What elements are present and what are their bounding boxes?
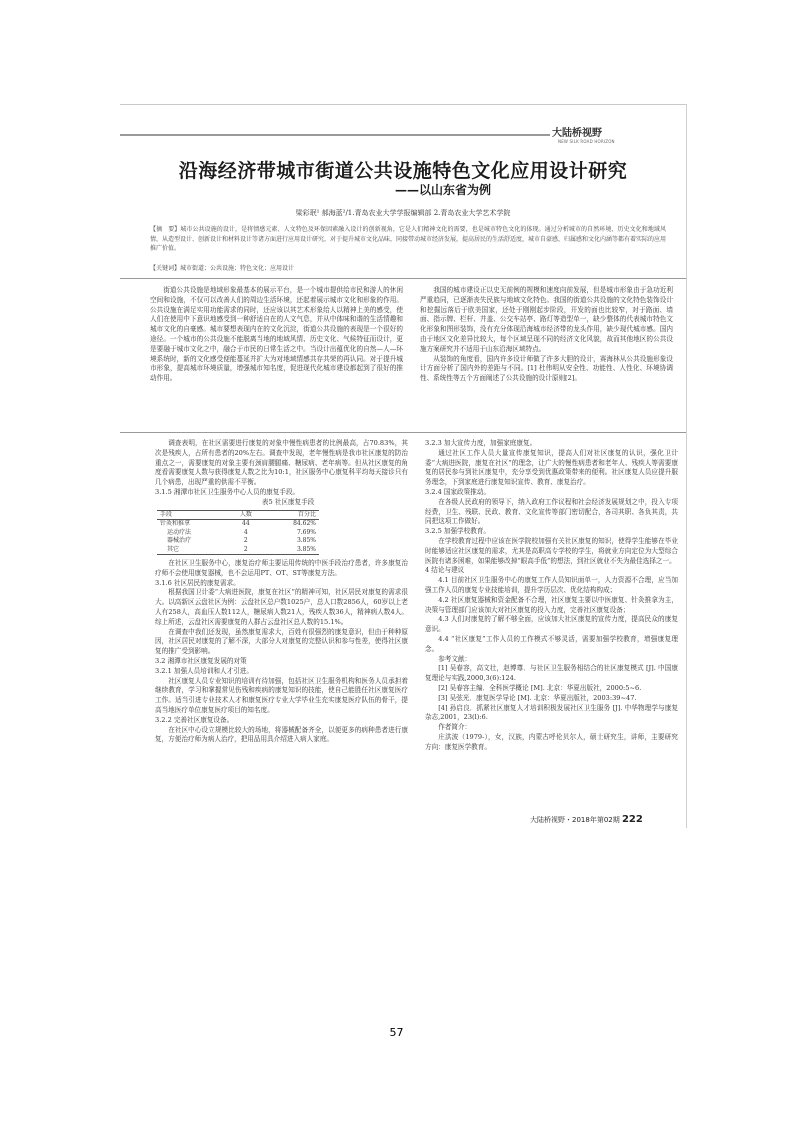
table-cell: 3.85% xyxy=(263,546,319,555)
table-header-cell: 人数 xyxy=(228,510,263,520)
header-rule xyxy=(120,134,550,136)
keywords xyxy=(150,263,666,272)
section-heading: 3.2.2 完善社区康复设备。 xyxy=(155,715,234,724)
body-paragraph: 作者简介： xyxy=(438,723,472,732)
table-row xyxy=(157,520,319,529)
rehab-methods-table xyxy=(157,510,319,556)
body-paragraph: 4.2 社区康复器械和资金配备不合理，社区康复主要以中医康复、针灸推拿为主，决策与管理部门应该加大对社区康复的投入力度，完善社区康复设备； xyxy=(425,595,678,614)
body-paragraph: [4] 孙启良．抓紧社区康复人才培训积极发展社区卫生服务 [J]. 中华物理学与康复杂志,2001，23(l):6. xyxy=(425,703,678,722)
body-paragraph: [3] 吴弦光．康复医学导论 [M]. 北京：华夏出版社，2003:39~47. xyxy=(438,693,637,702)
section-heading: 3.2.1 加强人员培训和人才引进。 xyxy=(155,666,253,675)
table-row xyxy=(157,537,319,546)
table-cell: 3.85% xyxy=(296,537,316,545)
abstract-divider xyxy=(120,278,686,279)
body-paragraph: 根据我国卫计委“大病进医院，康复在社区”的精神可知，社区居民对康复的需求很大。以高新区云盘社区为例：云盘社区总户数1025户，总人口数2856人，60岁以上老人有258人，高血压人数112人，糖尿病人数21人，残疾人数36人，精神病人数4人。综上所述，云盘社区需要康复的人群占云盘社区总人数的15.1%。 xyxy=(155,588,408,626)
section-heading: 3.2.5 加强学校教育。 xyxy=(425,527,491,536)
section-heading: 3.2.4 国家政策推动。 xyxy=(425,487,491,496)
section-divider xyxy=(120,432,686,433)
page-right-edge xyxy=(686,104,687,828)
body-paragraph: 在社区中心设立规模比较大的场地，将器械配备齐全，以便更多的病种患者进行康复，方便治疗师为病人治疗，把用品用具介绍进入病人家庭。 xyxy=(155,725,408,744)
page-top-edge xyxy=(120,104,686,105)
body-paragraph: 4.4 “社区康复”工作人员的工作模式不够灵活，需要加强学校教育，增强康复理念。 xyxy=(425,634,678,653)
body-paragraph: 在调查中我们还发现，虽然康复需求大，百姓有很强烈的康复意识，但由于种种原因，社区居民对康复的了解不深，大部分人对康复的完整认识和参与性差，使得社区康复的推广受到影响。 xyxy=(155,627,408,656)
body-paragraph: 参考文献： xyxy=(438,654,472,663)
body-paragraph: 庄洪波（1979-），女，汉族，内蒙古呼伦贝尔人，硕士研究生，讲师，主要研究方向：康复医学教育。 xyxy=(425,732,678,751)
body-paragraph: 社区康复人员专业知识的培训有待加强，包括社区卫生服务机构和医务人员承担着继续教育，学习和掌握常见伤残和疾病的康复知识的技能，使自己能胜任社区康复医疗工作。适当引进专业技术人才和康复医疗专业大学毕业生充实康复医疗队伍的骨干，提高当地医疗单位康复医疗项目的知名度。 xyxy=(155,676,408,715)
table-header-cell: 百分比 xyxy=(263,510,319,520)
table-cell: 2 xyxy=(243,537,248,545)
table-row xyxy=(157,546,319,555)
lower-left-column xyxy=(155,439,408,745)
body-paragraph: 通过社区工作人员大量宣传康复知识，提高人们对社区康复的认识，强化卫计委“大病进医院，康复在社区”的理念，让广大的慢性病患者和老年人、残疾人等需要康复的居民参与到社区康复中，充分享受到优惠政策带来的便利。社区康复人员应提升服务理念，下到家庭进行康复知识宣传、教育、康复治疗。 xyxy=(425,448,678,487)
section-heading: 3.2 湘潭市社区康复发展的对策 xyxy=(155,657,247,666)
body-paragraph: 4.3 人们对康复的了解不够全面，应该加大社区康复的宣传力度，提高民众的康复意识。 xyxy=(425,615,678,634)
table-cell: 运动疗法 xyxy=(167,528,192,536)
table-cell: 其它 xyxy=(157,546,228,555)
table-cell: 44 xyxy=(242,520,250,528)
body-paragraph: [2] 吴春容主编．全科医学概论 [M]. 北京：华夏出版社，2000:5~6. xyxy=(438,683,642,692)
upper-left-column xyxy=(150,286,403,384)
article-authors: 梁彩珉¹ 郝海蓝²/1.青岛农业大学学报编辑部 2.青岛农业大学艺术学院 xyxy=(295,209,511,217)
lower-right-column xyxy=(425,439,678,753)
body-paragraph: 街道公共设施是地域形象最基本的展示平台，是一个城市提供给市民和游人的休闲空间和设施，不仅可以改善人们的周边生活环境，还起着展示城市文化和形象的作用。公共设施在满足实用功能需求的同时，还应该以其艺术形象给人以精神上美的感受，使人们在使用中下意识地感受到一种舒适自在的人文气息，并从中体味和谐的生活情趣和城市文化的自豪感。城市要想表现内在的文化沉淀，街道公共设施的表现是一个很好的途径。一个城市的公共设施不能脱离当地的地域风情、历史文化、气候特征而设计，更是要融于城市文化之中，融合于市民的日常生活之中。当设计出蕴优化的自然—人—环境系统时，新的文化感受便能蔓延并扩大为对地域情感共存共荣的再认同。对于提升城市形象，提高城市环境质量，增强城市知名度，促进现代化城市建设都起到了很好的推动作用。 xyxy=(150,286,403,383)
upper-right-column xyxy=(420,286,673,384)
column-subtitle: NEW SILK ROAD HORIZON xyxy=(558,139,615,144)
abstract-label: 【摘 要】 xyxy=(150,226,181,233)
journal-footer xyxy=(530,814,643,825)
journal-page: 222 xyxy=(621,814,643,825)
keywords-label: 【关键词】 xyxy=(150,265,181,272)
section-heading: 3.1.6 社区居民的康复需求。 xyxy=(155,578,240,587)
page-number: 57 xyxy=(389,1026,404,1039)
journal-issue: 大陆桥视野・2018年第02期 xyxy=(530,816,620,824)
abstract-text: 城市公共设施的设计，是将情感元素、人文特色及环保因素融入设计的创新视角，它是人们精神文化的需要，也是城市特色文化的体现。通过分析城市的自然环境、历史文化和地域风情，从造型设计、创新设计和材料设计等诸方面进行应用设计研究，对于提升城市文化品味，同接带动城市经济发展，提高居民的生活舒适度，城市自豪感，归属感和文化内涵等都有着实际的应用推广价值。 xyxy=(150,226,667,252)
table-row xyxy=(157,529,319,538)
table-header-cell: 手段 xyxy=(157,510,228,520)
body-paragraph: 在社区卫生服务中心，康复治疗师主要运用传统的中医手段治疗患者，许多康复治疗师不会使用康复器械，也不会运用PT、OT、ST等康复方法。 xyxy=(155,559,408,577)
article-subtitle: ——以山东省为例 xyxy=(394,183,491,197)
table-cell: 针灸和推拿 xyxy=(160,520,191,528)
table-cell: 2 xyxy=(228,546,263,555)
body-paragraph: 4.1 目前社区卫生服务中心的康复工作人员知识面单一，人力资源不合理，应当加强工作人员的康复专业技能培训，提升学历层次、优化结构构成； xyxy=(425,576,678,594)
table-cell: 器械治疗 xyxy=(167,537,192,545)
section-heading: 3.1.5 湘潭市社区卫生服务中心人员的康复手段。 xyxy=(155,487,300,496)
section-heading: 3.2.3 加大宣传力度，加强家庭康复。 xyxy=(425,439,537,447)
abstract xyxy=(150,225,666,254)
body-paragraph: 我国的城市建设正以史无前例的规模和速度向前发展，但是城市形象由于急功近利严重趋同，已逐渐丧失民族与地域文化特色。我国的街道公共设施的文化特色装饰设计和挖掘远落后于欧美国家，还处于刚刚起步阶段，开发的面也比较窄，对于路面、墙面、指示牌、栏杆、井盖、公交车站亭、路灯等造型单一，缺少整体的代表城市特色文化形象和图形装饰，没有充分体现沿海城市经济带的龙头作用，缺少现代城市感。国内由于地区文化差异比较大，每个区域呈现不同的经济文化风貌，故而其他地区的公共设施方案研究并不适用于山东沿海区域特点。 xyxy=(420,286,673,353)
body-paragraph: [1] 吴春容，高文壮，赵博尊．与社区卫生服务相结合的社区康复模式 [J]. 中国康复理论与实践,2000,3(6):124. xyxy=(425,664,678,683)
table-caption: 表5 社区康复手段 xyxy=(261,497,315,506)
body-paragraph: 调查表明，在社区需要进行康复的对象中慢性病患者的比例最高，占70.83%，其次是残疾人，占所有患者的20%左右。调查中发现，老年慢性病是我市社区康复的防治重点之一，需要康复的对象主要有颈肩腰腿痛、糖尿病、老年病等。但从社区康复的角度看需要康复人数与获得康复人数之比为10:1，社区服务中心康复科平均每天接诊只有几个病患，出现严重的供需不平衡。 xyxy=(155,439,408,487)
article-title: 沿海经济带城市街道公共设施特色文化应用设计研究 xyxy=(178,160,628,182)
column-name: 大陆桥视野 xyxy=(552,128,602,139)
table-cell: 4 xyxy=(243,528,248,536)
table-cell: 84.62% xyxy=(293,520,316,528)
keywords-text: 城市街道；公共设施；特色文化；应用设计 xyxy=(180,265,295,272)
table-cell: 7.69% xyxy=(296,528,316,536)
body-paragraph: 在各级人民政府的领导下，纳入政府工作议程和社会经济发展规划之中，投入专项经费，卫生、残联、民政、教育、文化宣传等部门密切配合，各司其职、各负其责，共同把这项工作做好。 xyxy=(425,497,678,526)
section-heading: 4 结论与建议 xyxy=(425,566,465,575)
body-paragraph: 从装饰的角度看，国内许多设计师做了许多大胆的设计，赛海林从公共设施形象设计方面分析了国内外的差距与不同。[1] 杜伟明从安全性、功能性、人性化、环境协调性、系统性等五个方面阐述了公共设施的设计原则[2]。 xyxy=(420,354,673,383)
body-paragraph: 在学校教育过程中应该在医学院校加强有关社区康复的知识，使得学生能够在毕业时能够适应社区康复的需求，尤其是高职高专学校的学生，将就业方向定位为大型综合医院有诸多困难，如果能够改掉“眼高手低”的想法，到社区就业不失为最佳选择之一。 xyxy=(425,536,678,565)
